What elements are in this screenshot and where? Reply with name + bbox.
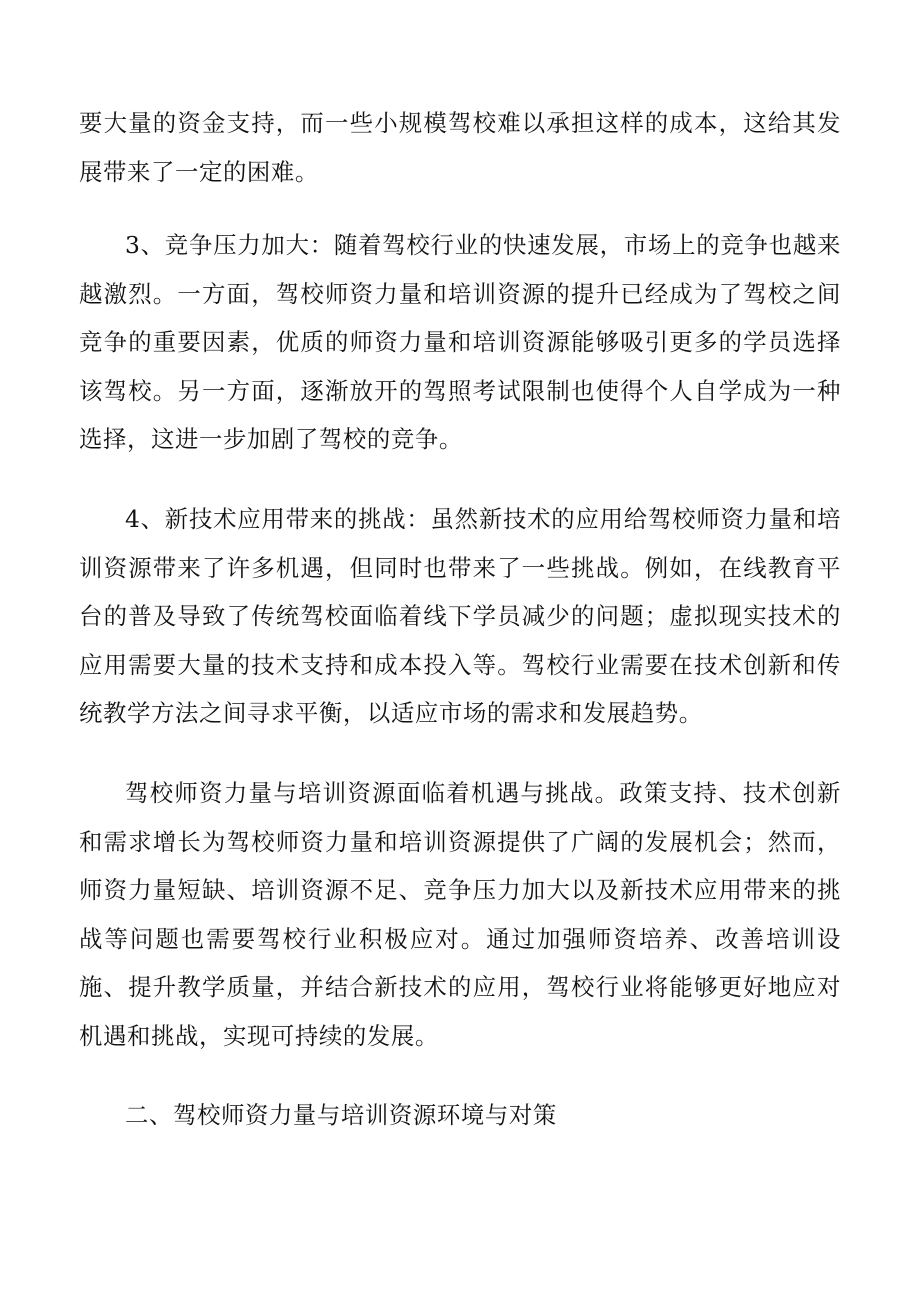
paragraph-new-technology-challenges: 4、新技术应用带来的挑战：虽然新技术的应用给驾校师资力量和培训资源带来了许多机遇，但同时也带来了一些挑战。例如，在线教育平台的普及导致了传统驾校面临着线下学员减少的问题；虚拟现实技术的应用需要大量的技术支持和成本投入等。驾校行业需要在技术创新和传统教学方法之间寻求平衡，以适应市场的需求和发展趋势。	[79, 505, 841, 728]
section-heading: 二、驾校师资力量与培训资源环境与对策	[125, 1101, 557, 1129]
paragraph-competition-pressure: 3、竞争压力加大：随着驾校行业的快速发展，市场上的竞争也越来越激烈。一方面，驾校师资力量和培训资源的提升已经成为了驾校之间竞争的重要因素，优质的师资力量和培训资源能够吸引更多的学员选择该驾校。另一方面，逐渐放开的驾照考试限制也使得个人自学成为一种选择，这进一步加剧了驾校的竞争。	[79, 231, 841, 454]
paragraph-continuation: 要大量的资金支持，而一些小规模驾校难以承担这样的成本，这给其发展带来了一定的困难。	[79, 109, 841, 186]
paragraph-summary: 驾校师资力量与培训资源面临着机遇与挑战。政策支持、技术创新和需求增长为驾校师资力量和培训资源提供了广阔的发展机会；然而，师资力量短缺、培训资源不足、竞争压力加大以及新技术应用带来的挑战等问题也需要驾校行业积极应对。通过加强师资培养、改善培训设施、提升教学质量，并结合新技术的应用，驾校行业将能够更好地应对机遇和挑战，实现可持续的发展。	[79, 779, 841, 1050]
